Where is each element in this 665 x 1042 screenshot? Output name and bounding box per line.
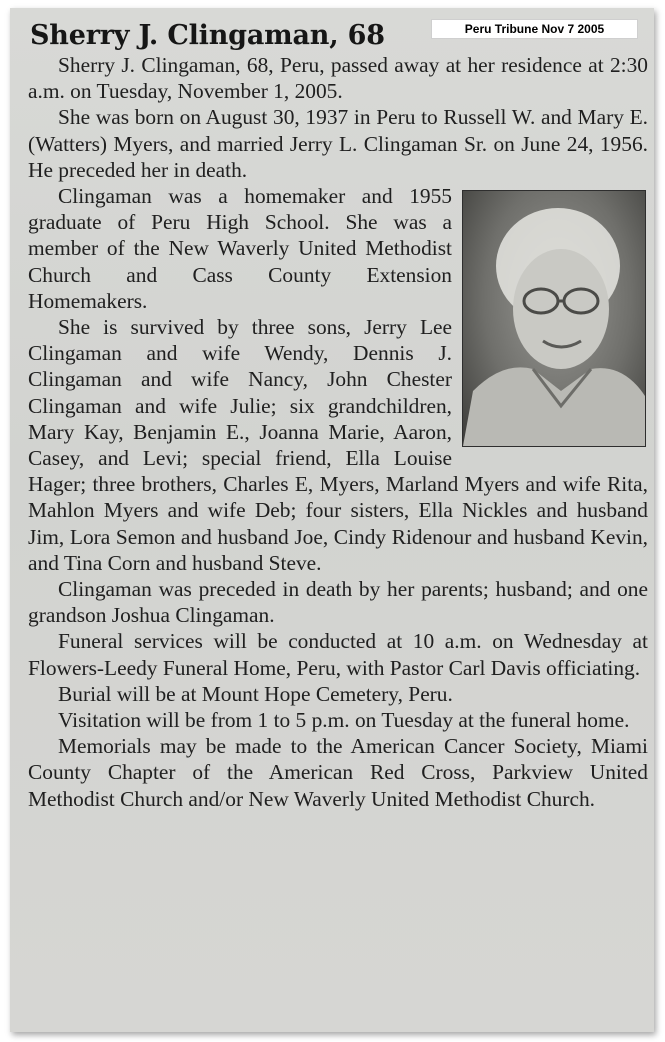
paragraph-preceded: Clingaman was preceded in death by her parents; husband; and one grandson Joshua Clingaman. — [28, 577, 648, 628]
portrait-photo — [462, 190, 646, 447]
obituary-text — [28, 52, 648, 812]
paragraph-burial: Burial will be at Mount Hope Cemetery, Peru. — [58, 681, 453, 706]
source-label: Peru Tribune Nov 7 2005 — [432, 20, 637, 38]
obituary-headline: Sherry J. Clingaman, 68 — [30, 20, 385, 51]
paragraph-survivors: She is survived by three sons, Jerry Lee Clingaman and wife Wendy, Dennis J. Clingaman and wife Nancy, John Chester Clingaman and wife Julie; six grandchildren, Mary Kay, Benjamin E., Joanna Marie, Aaron, Casey, and Levi; special friend, Ella Louise Hager; three brothers, Charles E, Myers, Marland Myers and wife Rita, Mahlon Myers and wife Deb; four sisters, Ella Nickles and husband Jim, Lora Semon and husband Joe, Cindy Ridenour and husband Kevin, and Tina Corn and husband Steve. — [28, 315, 648, 575]
newspaper-clipping — [10, 8, 654, 1032]
paragraph-memorials: Memorials may be made to the American Cancer Society, Miami County Chapter of the American Red Cross, Parkview United Methodist Church and/or New Waverly United Methodist Church. — [28, 734, 648, 811]
portrait-illustration — [463, 191, 645, 446]
paragraph-education: Clingaman was a homemaker and 1955 graduate of Peru High School. She was a member of the New Waverly United Methodist Church and Cass County Extension Homemakers. — [28, 184, 452, 313]
paragraph-visitation: Visitation will be from 1 to 5 p.m. on Tuesday at the funeral home. — [58, 708, 630, 733]
paragraph-birth: She was born on August 30, 1937 in Peru to Russell W. and Mary E. (Watters) Myers, and married Jerry L. Clingaman Sr. on June 24, 1956. He preceded her in death. — [28, 105, 648, 182]
paragraph-death: Sherry J. Clingaman, 68, Peru, passed away at her residence at 2:30 a.m. on Tuesday, November 1, 2005. — [28, 53, 648, 104]
paragraph-funeral: Funeral services will be conducted at 10 a.m. on Wednesday at Flowers-Leedy Funeral Home, Peru, with Pastor Carl Davis officiating. — [28, 629, 648, 680]
